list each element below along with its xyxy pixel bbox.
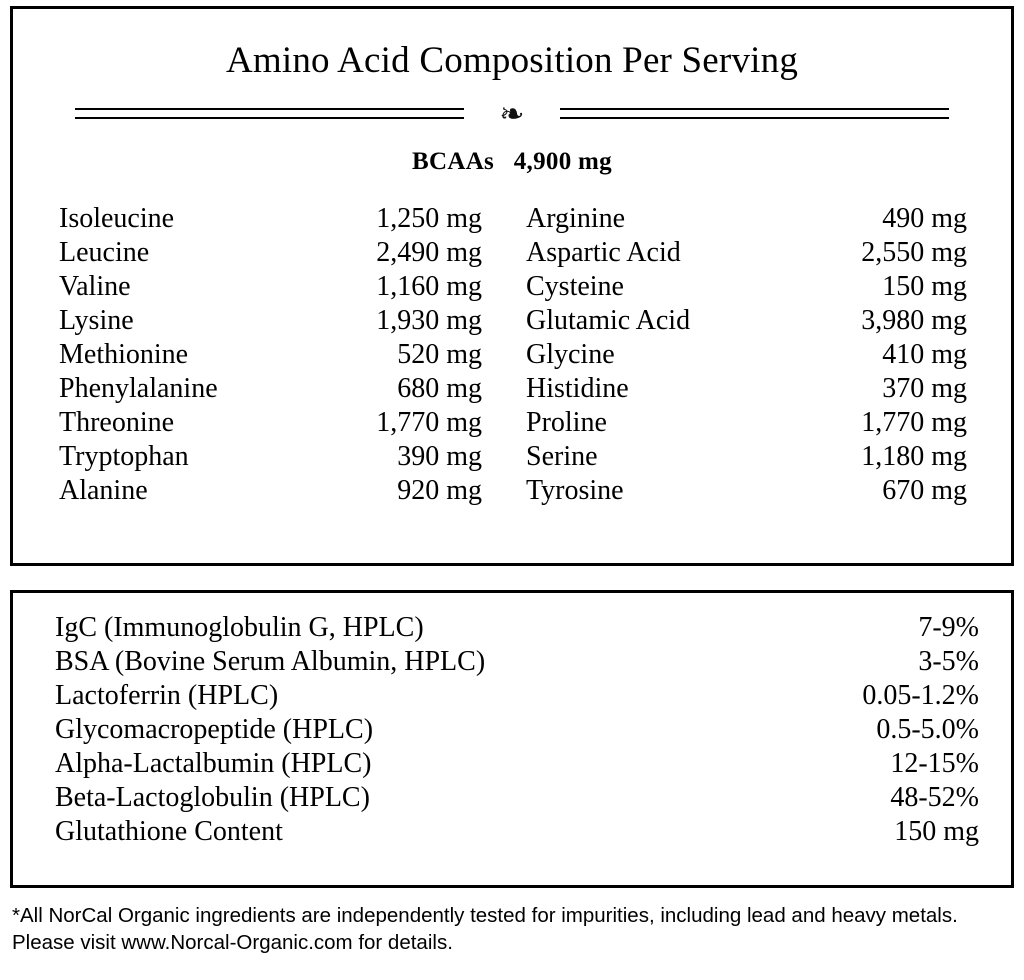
fraction-value: 0.05-1.2% <box>862 680 979 711</box>
decorative-divider <box>75 98 949 132</box>
amino-acid-value: 370 mg <box>882 373 967 404</box>
amino-acid-value: 490 mg <box>882 203 967 234</box>
table-row <box>59 474 482 508</box>
amino-acid-value: 1,180 mg <box>861 441 967 472</box>
amino-acid-name: Glycine <box>526 339 615 370</box>
fraction-name: Lactoferrin (HPLC) <box>55 680 279 711</box>
bcaa-summary <box>41 148 983 176</box>
fraction-name: Glycomacropeptide (HPLC) <box>55 714 374 745</box>
table-row <box>59 338 482 372</box>
fraction-name: BSA (Bovine Serum Albumin, HPLC) <box>55 646 486 677</box>
table-row <box>526 440 967 474</box>
fraction-value: 7-9% <box>918 612 979 643</box>
table-row <box>59 270 482 304</box>
table-row <box>526 304 967 338</box>
amino-acid-value: 390 mg <box>397 441 482 472</box>
footnote-text: *All NorCal Organic ingredients are independently tested for impurities, including lead and heavy metals. Please visit www.Norcal-Organic.com for details. <box>12 904 958 954</box>
amino-acid-name: Phenylalanine <box>59 373 218 404</box>
amino-acid-name: Isoleucine <box>59 203 175 234</box>
amino-acid-value: 1,770 mg <box>376 407 482 438</box>
amino-acid-value: 2,550 mg <box>861 237 967 268</box>
protein-fractions-panel <box>10 590 1014 888</box>
table-row <box>526 270 967 304</box>
fraction-name: Alpha-Lactalbumin (HPLC) <box>55 748 372 779</box>
amino-acid-name: Arginine <box>526 203 626 234</box>
table-row <box>59 304 482 338</box>
table-row <box>526 202 967 236</box>
table-row <box>526 406 967 440</box>
amino-acid-name: Aspartic Acid <box>526 237 681 268</box>
amino-acid-name: Histidine <box>526 373 629 404</box>
amino-acid-value: 1,250 mg <box>376 203 482 234</box>
amino-acid-value: 1,930 mg <box>376 305 482 336</box>
table-row <box>39 713 985 747</box>
table-row <box>526 372 967 406</box>
table-row <box>59 406 482 440</box>
amino-acid-name: Leucine <box>59 237 150 268</box>
amino-acid-column-left <box>41 202 512 508</box>
table-row <box>39 815 985 849</box>
table-row <box>39 679 985 713</box>
amino-acid-name: Lysine <box>59 305 134 336</box>
fraction-value: 48-52% <box>890 782 979 813</box>
amino-acid-name: Threonine <box>59 407 175 438</box>
table-row <box>59 202 482 236</box>
fraction-name: IgC (Immunoglobulin G, HPLC) <box>55 612 424 643</box>
amino-acid-value: 1,770 mg <box>861 407 967 438</box>
amino-acid-name: Tryptophan <box>59 441 189 472</box>
amino-acid-value: 920 mg <box>397 475 482 506</box>
table-row <box>526 474 967 508</box>
amino-acid-value: 3,980 mg <box>861 305 967 336</box>
table-row <box>39 781 985 815</box>
table-row <box>526 338 967 372</box>
amino-acid-name: Methionine <box>59 339 189 370</box>
table-row <box>39 747 985 781</box>
amino-acid-value: 410 mg <box>882 339 967 370</box>
amino-acid-name: Cysteine <box>526 271 624 302</box>
amino-acid-value: 2,490 mg <box>376 237 482 268</box>
amino-acid-name: Tyrosine <box>526 475 624 506</box>
table-row <box>59 236 482 270</box>
table-row <box>59 440 482 474</box>
amino-acid-name: Glutamic Acid <box>526 305 691 336</box>
table-row <box>59 372 482 406</box>
amino-acid-value: 680 mg <box>397 373 482 404</box>
bcaa-label: BCAAs <box>412 148 495 175</box>
page-title: Amino Acid Composition Per Serving <box>225 40 799 81</box>
amino-acid-column-right <box>512 202 983 508</box>
amino-acid-name: Alanine <box>59 475 148 506</box>
fraction-value: 12-15% <box>890 748 979 779</box>
table-row <box>39 645 985 679</box>
amino-acid-name: Proline <box>526 407 607 438</box>
table-row <box>39 611 985 645</box>
fraction-name: Glutathione Content <box>55 816 283 847</box>
amino-acid-value: 670 mg <box>882 475 967 506</box>
amino-acid-grid <box>41 202 983 508</box>
bcaa-value: 4,900 mg <box>513 148 612 175</box>
amino-acid-value: 1,160 mg <box>376 271 482 302</box>
amino-acid-name: Serine <box>526 441 598 472</box>
fraction-name: Beta-Lactoglobulin (HPLC) <box>55 782 370 813</box>
fraction-value: 0.5-5.0% <box>876 714 979 745</box>
amino-acid-value: 150 mg <box>882 271 967 302</box>
table-row <box>526 236 967 270</box>
flourish-ornament-icon: ❧ <box>464 96 560 134</box>
fraction-value: 3-5% <box>918 646 979 677</box>
amino-acid-panel <box>10 6 1014 566</box>
amino-acid-name: Valine <box>59 271 131 302</box>
fraction-value: 150 mg <box>894 816 979 847</box>
amino-acid-value: 520 mg <box>397 339 482 370</box>
